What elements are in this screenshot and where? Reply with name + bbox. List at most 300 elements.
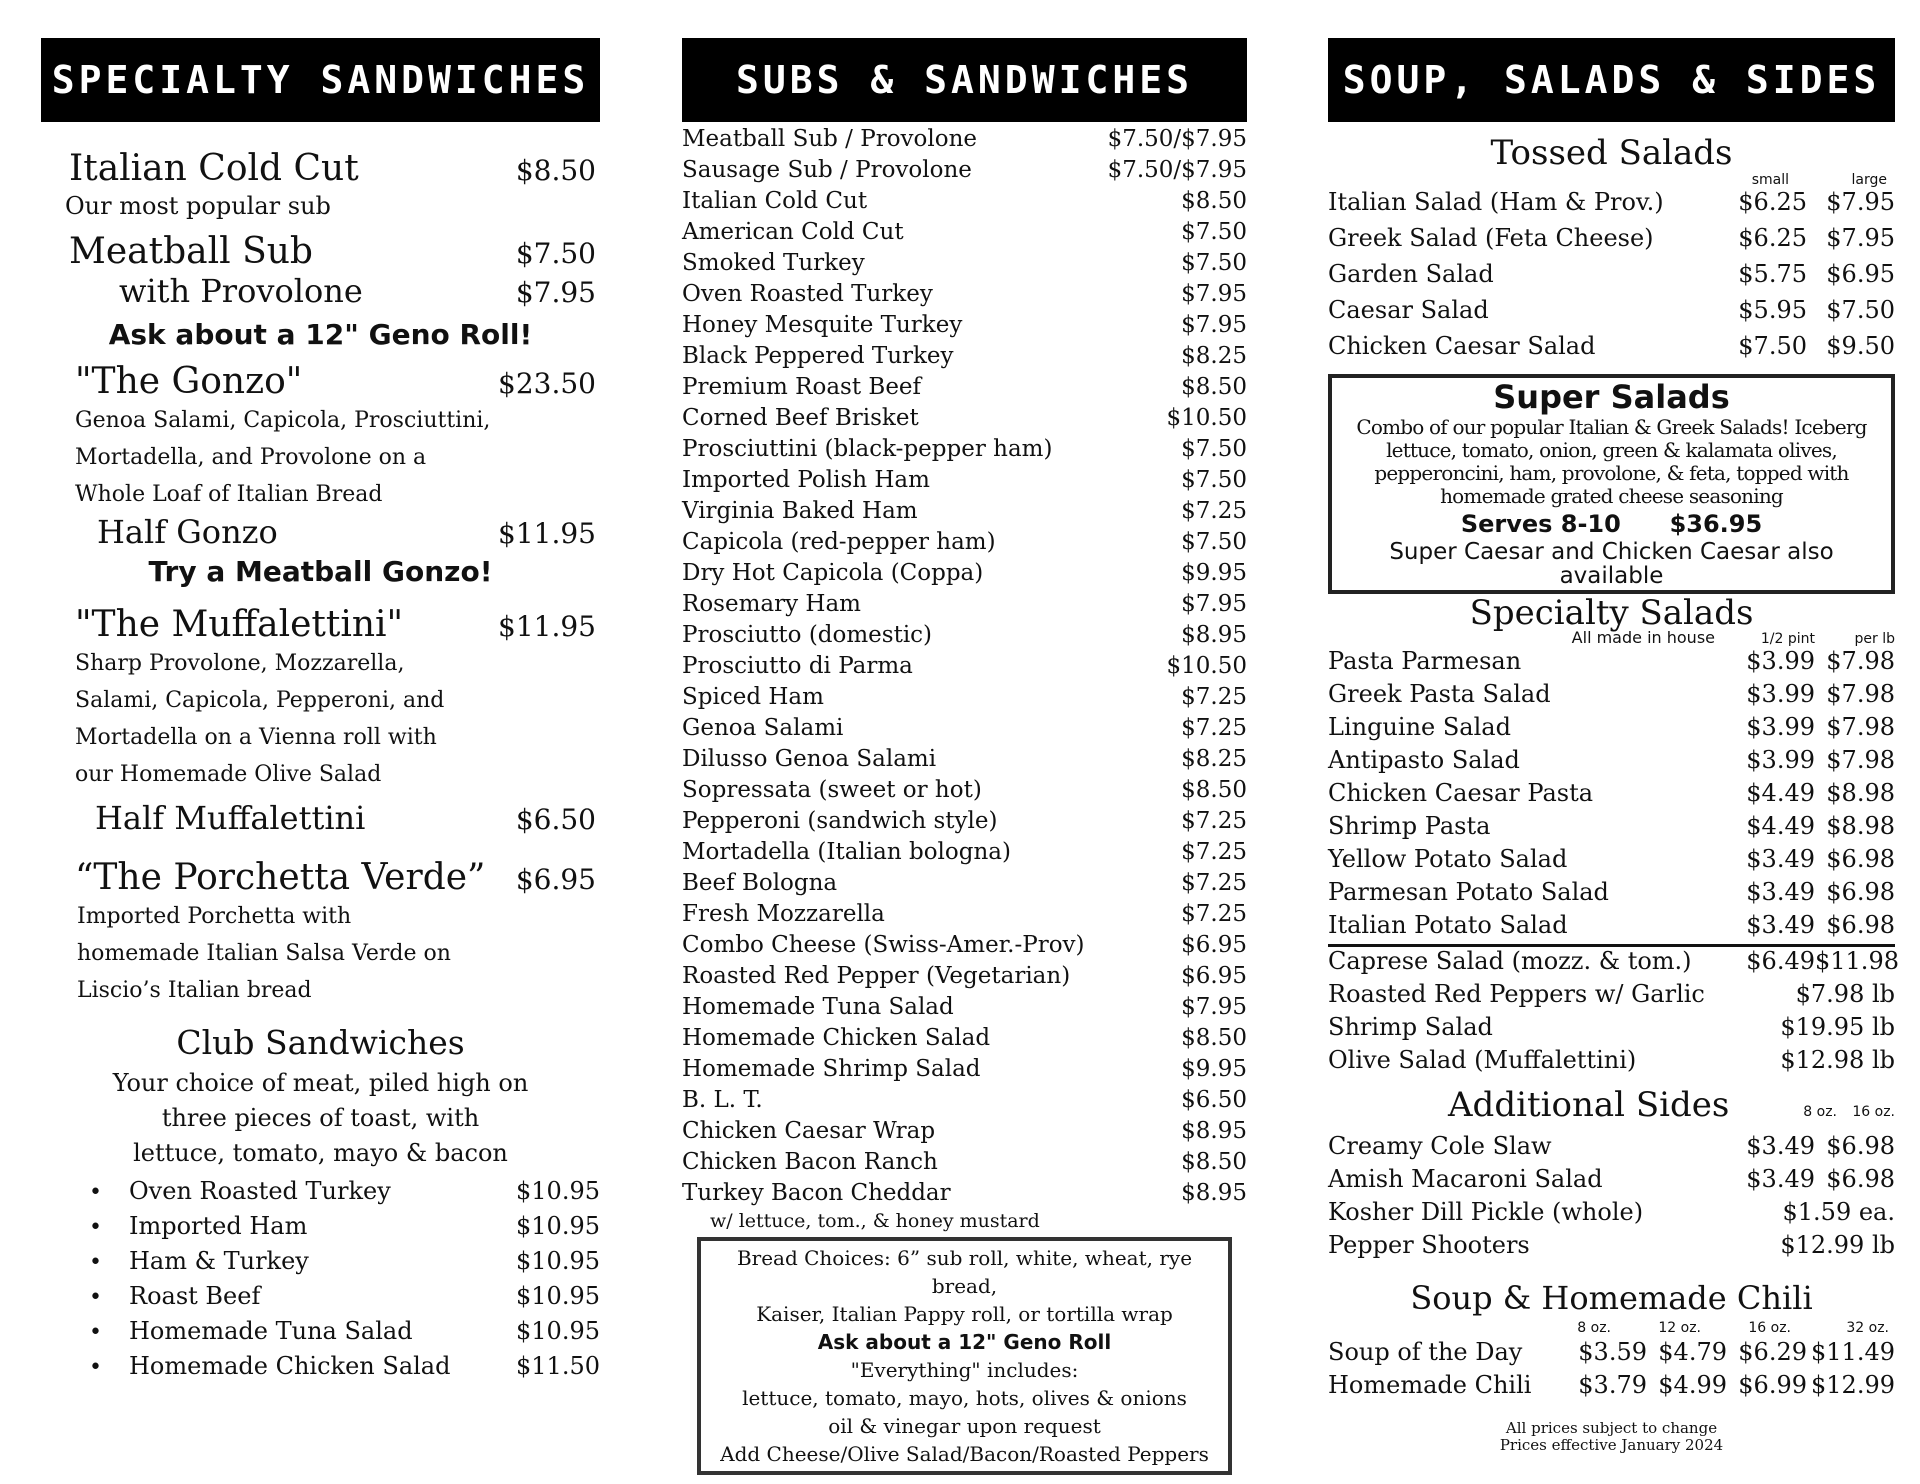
item-price-per-lb: $11.98: [1815, 947, 1899, 975]
house-note: All made in house: [1571, 628, 1715, 647]
item-name: Chicken Bacon Ranch: [682, 1149, 938, 1175]
porchetta-description: [41, 898, 600, 1009]
description-line: our Homemade Olive Salad: [75, 762, 382, 787]
item-name: Half Gonzo: [97, 513, 278, 551]
sub-row: [682, 775, 1247, 806]
item-price: $7.95: [515, 276, 596, 309]
tossed-salad-row: [1328, 188, 1895, 224]
sub-row: [682, 713, 1247, 744]
item-price: $7.95: [1181, 994, 1247, 1020]
everything-includes: lettuce, tomato, mayo, hots, olives & onions: [742, 1386, 1187, 1410]
super-salads-serves: [1336, 508, 1887, 540]
item-price: $11.95: [498, 517, 596, 550]
size-label: 1/2 pint: [1760, 631, 1815, 647]
specialty-sandwiches-banner: SPECIALTY SANDWICHES: [41, 38, 600, 122]
sub-row: [682, 496, 1247, 527]
item-name: Beef Bologna: [682, 870, 838, 896]
specialty-salad-row: [1328, 713, 1895, 746]
item-price: $11.49: [1811, 1338, 1895, 1366]
item-price-per-lb: $7.98: [1826, 647, 1895, 675]
super-salads-description: Combo of our popular Italian & Greek Salads! Iceberg lettuce, tomato, onion, green & kalamata olives, pepperoncini, ham, provolone, & feta, topped with homemade grated cheese seasoning: [1356, 415, 1867, 508]
soup-row: [1328, 1371, 1895, 1404]
item-name: Italian Salad (Ham & Prov.): [1328, 188, 1664, 216]
super-salads-price: $36.95: [1669, 510, 1763, 538]
sub-row: [682, 961, 1247, 992]
size-label: 8 oz.: [1803, 1104, 1837, 1120]
size-label: 16 oz.: [1852, 1104, 1895, 1120]
specialty-salads-title: Specialty Salads: [1469, 593, 1754, 633]
item-name: Kosher Dill Pickle (whole): [1328, 1198, 1644, 1226]
item-price: $8.25: [1181, 746, 1247, 772]
item-name: Prosciutto (domestic): [682, 622, 933, 648]
item-name: Mortadella (Italian bologna): [682, 839, 1011, 865]
item-price: $7.25: [1181, 901, 1247, 927]
sub-row: [682, 837, 1247, 868]
sub-row: [682, 124, 1247, 155]
item-name: Spiced Ham: [682, 684, 824, 710]
item-name: Sausage Sub / Provolone: [682, 157, 972, 183]
item-price: $7.50: [1181, 467, 1247, 493]
item-name: Sopressata (sweet or hot): [682, 777, 982, 803]
item-price-half-pint: $3.99: [1746, 647, 1815, 675]
sub-row: [682, 155, 1247, 186]
sub-row: [682, 186, 1247, 217]
item-name: Capicola (red-pepper ham): [682, 529, 996, 555]
item-name: Oven Roasted Turkey: [682, 281, 933, 307]
tossed-salads-title: Tossed Salads: [1490, 133, 1733, 173]
item-price: $10.95: [516, 1317, 600, 1345]
item-price-per-lb: $8.98: [1826, 779, 1895, 807]
specialty-size-header: [1328, 630, 1895, 647]
sub-row: [682, 868, 1247, 899]
item-price: $8.50: [1181, 188, 1247, 214]
item-price-8oz: $3.49: [1746, 1132, 1815, 1160]
size-label: large: [1851, 172, 1887, 188]
description-line: Mortadella on a Vienna roll with: [75, 725, 437, 750]
meatball-sub-item: [41, 231, 600, 272]
additional-side-row: [1328, 1132, 1895, 1165]
super-salads-also: Super Caesar and Chicken Caesar also available: [1389, 539, 1834, 589]
specialty-extra-row: [1328, 980, 1895, 1013]
item-name: Oven Roasted Turkey: [129, 1177, 391, 1205]
gonzo-item: [41, 361, 600, 402]
item-price: $12.99 lb: [1780, 1231, 1895, 1259]
tossed-salad-row: [1328, 296, 1895, 332]
sub-row: [682, 248, 1247, 279]
item-price: $7.50: [1181, 219, 1247, 245]
item-name: Prosciutto di Parma: [682, 653, 913, 679]
item-name: Homemade Tuna Salad: [682, 994, 954, 1020]
item-price: $4.99: [1658, 1371, 1727, 1399]
item-name: "The Gonzo": [75, 361, 303, 402]
sub-row: [682, 682, 1247, 713]
club-sandwiches-title: Club Sandwiches: [176, 1023, 465, 1062]
meatball-provolone-item: [41, 272, 600, 310]
sub-row: [682, 806, 1247, 837]
specialty-extra-row: [1328, 1013, 1895, 1046]
soup-size-header: [1328, 1318, 1895, 1338]
footer-line: Prices effective January 2024: [1499, 1436, 1724, 1454]
item-name: Imported Ham: [129, 1212, 308, 1240]
item-price: $7.50: [1181, 529, 1247, 555]
sub-row: [682, 620, 1247, 651]
list-item: [41, 1352, 600, 1387]
soup-chili-title: Soup & Homemade Chili: [1410, 1279, 1813, 1317]
item-price-small: $5.95: [1738, 296, 1807, 324]
item-price: $7.50: [515, 237, 596, 270]
description-line: Mortadella, and Provolone on a: [75, 445, 427, 470]
sub-row: [682, 217, 1247, 248]
bullet-icon: •: [89, 1285, 102, 1310]
item-price: $8.25: [1181, 343, 1247, 369]
item-name: Meatball Sub / Provolone: [682, 126, 978, 152]
muffalettini-description: [41, 645, 600, 793]
item-name: Dilusso Genoa Salami: [682, 746, 937, 772]
item-name: Caesar Salad: [1328, 296, 1489, 324]
item-price-half-pint: $3.99: [1746, 746, 1815, 774]
item-price: $6.99: [1738, 1371, 1807, 1399]
item-price-half-pint: $4.49: [1746, 779, 1815, 807]
item-name: Honey Mesquite Turkey: [682, 312, 963, 338]
item-name: Yellow Potato Salad: [1328, 845, 1568, 873]
sub-row: [682, 403, 1247, 434]
item-price: $9.95: [1181, 560, 1247, 586]
item-name: Fresh Mozzarella: [682, 901, 885, 927]
item-name: Roasted Red Pepper (Vegetarian): [682, 963, 1071, 989]
tossed-salad-row: [1328, 260, 1895, 296]
item-price: $7.25: [1181, 839, 1247, 865]
description-line: Whole Loaf of Italian Bread: [75, 482, 383, 507]
item-price: $3.79: [1578, 1371, 1647, 1399]
item-name: Genoa Salami: [682, 715, 844, 741]
item-price-16oz: $6.98: [1826, 1132, 1895, 1160]
tossed-salad-row: [1328, 332, 1895, 368]
item-price-per-lb: $7.98: [1826, 680, 1895, 708]
italian-cold-cut-item: [41, 148, 600, 189]
muffalettini-item: [41, 604, 600, 645]
item-price-small: $7.50: [1738, 332, 1807, 360]
list-item: [41, 1247, 600, 1282]
item-price-per-lb: $8.98: [1826, 812, 1895, 840]
specialty-salad-row: [1328, 845, 1895, 878]
item-name: Premium Roast Beef: [682, 374, 922, 400]
item-name: Shrimp Salad: [1328, 1013, 1493, 1041]
additional-sides-list: [1328, 1132, 1895, 1264]
specialty-extras-list: [1328, 947, 1899, 1079]
sub-row: [682, 341, 1247, 372]
item-price: $12.99: [1811, 1371, 1895, 1399]
club-list: [41, 1177, 600, 1387]
tossed-salad-row: [1328, 224, 1895, 260]
half-muffalettini-item: [41, 799, 600, 837]
list-item: [41, 1212, 600, 1247]
specialty-salad-row: [1328, 680, 1895, 713]
item-price-small: $5.75: [1738, 260, 1807, 288]
description-line: Imported Porchetta with: [77, 904, 352, 929]
sub-row: [682, 1147, 1247, 1178]
item-name: Ham & Turkey: [129, 1247, 309, 1275]
item-name: Parmesan Potato Salad: [1328, 878, 1609, 906]
item-price: $6.95: [515, 863, 596, 896]
item-price: $7.25: [1181, 498, 1247, 524]
specialty-salads-list: [1328, 647, 1895, 944]
bullet-icon: •: [89, 1250, 102, 1275]
item-name: Soup of the Day: [1328, 1338, 1523, 1366]
item-price-16oz: $6.98: [1826, 1165, 1895, 1193]
item-name: Homemade Shrimp Salad: [682, 1056, 981, 1082]
item-price-per-lb: $6.98: [1826, 845, 1895, 873]
sub-row: [682, 1023, 1247, 1054]
item-price: $7.95: [1181, 281, 1247, 307]
description-line: three pieces of toast, with: [161, 1104, 480, 1132]
item-price: $23.50: [498, 367, 596, 400]
item-price: $6.95: [1181, 932, 1247, 958]
additional-side-row: [1328, 1165, 1895, 1198]
item-name: American Cold Cut: [682, 219, 904, 245]
bullet-icon: •: [89, 1215, 102, 1240]
description-line: Genoa Salami, Capicola, Prosciuttini,: [75, 408, 491, 433]
item-price-per-lb: $6.98: [1826, 878, 1895, 906]
sub-row: [682, 465, 1247, 496]
item-price-half-pint: $3.99: [1746, 713, 1815, 741]
description-line: homemade Italian Salsa Verde on: [77, 941, 451, 966]
item-price: $6.50: [1181, 1087, 1247, 1113]
item-price-large: $7.95: [1826, 188, 1895, 216]
sub-row: [682, 527, 1247, 558]
sub-row: [682, 279, 1247, 310]
soup-salads-sides-column: [1328, 38, 1899, 1454]
club-description: [41, 1066, 600, 1171]
additional-sides-title: Additional Sides: [1448, 1085, 1730, 1125]
item-price: $4.79: [1658, 1338, 1727, 1366]
item-price: $8.95: [1181, 622, 1247, 648]
item-price-large: $7.50: [1826, 296, 1895, 324]
footer-notes: [1328, 1420, 1895, 1454]
item-price: $7.50/$7.95: [1107, 157, 1247, 183]
item-price: $7.25: [1181, 808, 1247, 834]
item-price: $7.25: [1181, 684, 1247, 710]
item-name: “The Porchetta Verde”: [75, 857, 486, 898]
super-salads-title: Super Salads: [1493, 378, 1730, 416]
item-price: $7.50: [1181, 436, 1247, 462]
item-price: $7.98 lb: [1795, 980, 1895, 1008]
item-name: Pasta Parmesan: [1328, 647, 1522, 675]
item-name: Pepper Shooters: [1328, 1231, 1530, 1259]
item-name: Prosciuttini (black-pepper ham): [682, 436, 1053, 462]
soup-salads-sides-banner: SOUP, SALADS & SIDES: [1328, 38, 1895, 122]
specialty-salad-row: [1328, 779, 1895, 812]
item-price-8oz: $3.49: [1746, 1165, 1815, 1193]
description-line: Salami, Capicola, Pepperoni, and: [75, 688, 445, 713]
item-name: Turkey Bacon Cheddar: [682, 1180, 951, 1206]
item-price: $10.50: [1166, 653, 1247, 679]
item-name: Amish Macaroni Salad: [1328, 1165, 1603, 1193]
item-name: Pepperoni (sandwich style): [682, 808, 998, 834]
item-name: Chicken Caesar Salad: [1328, 332, 1596, 360]
item-name: Corned Beef Brisket: [682, 405, 919, 431]
description-line: lettuce, tomato, mayo & bacon: [133, 1139, 508, 1167]
item-price: $6.95: [1181, 963, 1247, 989]
subs-list: [682, 124, 1247, 1209]
item-name: Chicken Caesar Pasta: [1328, 779, 1594, 807]
bullet-icon: •: [89, 1355, 102, 1380]
item-name: Homemade Chili: [1328, 1371, 1532, 1399]
item-price: $6.29: [1738, 1338, 1807, 1366]
item-price-small: $6.25: [1738, 188, 1807, 216]
item-name: Half Muffalettini: [95, 799, 366, 837]
size-label: 8 oz.: [1577, 1320, 1611, 1336]
item-price: $10.50: [1166, 405, 1247, 431]
tossed-salads-list: [1328, 188, 1895, 368]
item-name: Black Peppered Turkey: [682, 343, 954, 369]
item-price: $19.95 lb: [1780, 1013, 1895, 1041]
item-name: Shrimp Pasta: [1328, 812, 1491, 840]
item-name: Garden Salad: [1328, 260, 1494, 288]
soup-row: [1328, 1338, 1895, 1371]
size-label: 12 oz.: [1658, 1320, 1701, 1336]
sub-row: [682, 1085, 1247, 1116]
list-item: [41, 1282, 600, 1317]
sub-row: [682, 1116, 1247, 1147]
item-price-half-pint: $3.99: [1746, 680, 1815, 708]
item-name: Smoked Turkey: [682, 250, 865, 276]
item-name: "The Muffalettini": [75, 604, 404, 645]
item-name: Homemade Tuna Salad: [129, 1317, 413, 1345]
item-name: Virginia Baked Ham: [682, 498, 918, 524]
sub-row: [682, 310, 1247, 341]
item-price-half-pint: $3.49: [1746, 878, 1815, 906]
item-price-per-lb: $6.98: [1826, 911, 1895, 939]
sub-row: [682, 744, 1247, 775]
footer-line: All prices subject to change: [1505, 1419, 1718, 1437]
item-price: $12.98 lb: [1780, 1046, 1895, 1074]
super-salads-box: [1328, 374, 1895, 594]
geno-roll-note: Ask about a 12" Geno Roll: [817, 1330, 1112, 1354]
item-name: Combo Cheese (Swiss-Amer.-Prov): [682, 932, 1085, 958]
size-label: 16 oz.: [1748, 1320, 1791, 1336]
item-price: $8.50: [1181, 374, 1247, 400]
item-price: $8.50: [515, 154, 596, 187]
item-price: $10.95: [516, 1177, 600, 1205]
sub-row: [682, 1054, 1247, 1085]
size-label: 32 oz.: [1846, 1320, 1889, 1336]
item-name: Roasted Red Peppers w/ Garlic: [1328, 980, 1705, 1008]
item-price-half-pint: $6.49: [1746, 947, 1815, 975]
porchetta-verde-item: [41, 857, 600, 898]
serves-text: Serves 8-10: [1460, 510, 1621, 538]
specialty-salad-row: [1328, 878, 1895, 911]
item-price-half-pint: $4.49: [1746, 812, 1815, 840]
item-name: Olive Salad (Muffalettini): [1328, 1046, 1637, 1074]
item-price: $8.50: [1181, 1025, 1247, 1051]
item-name: Italian Potato Salad: [1328, 911, 1568, 939]
item-name: Roast Beef: [129, 1282, 261, 1310]
description-line: Sharp Provolone, Mozzarella,: [75, 651, 405, 676]
item-name: Meatball Sub: [69, 231, 313, 272]
item-price-large: $7.95: [1826, 224, 1895, 252]
specialty-extra-row: [1328, 1046, 1895, 1079]
item-price: $8.95: [1181, 1118, 1247, 1144]
item-price: $8.50: [1181, 1149, 1247, 1175]
item-price-per-lb: $7.98: [1826, 746, 1895, 774]
specialty-salad-row: [1328, 647, 1895, 680]
item-price: $10.95: [516, 1247, 600, 1275]
sub-row: [682, 992, 1247, 1023]
meatball-gonzo-callout: Try a Meatball Gonzo!: [148, 555, 493, 588]
item-description: Our most popular sub: [65, 192, 331, 220]
bullet-icon: •: [89, 1320, 102, 1345]
item-price-half-pint: $3.49: [1746, 911, 1815, 939]
oil-vinegar-note: oil & vinegar upon request: [828, 1414, 1101, 1438]
sub-row: [682, 899, 1247, 930]
item-name: Chicken Caesar Wrap: [682, 1118, 936, 1144]
item-price: $11.50: [516, 1352, 600, 1380]
item-price: $10.95: [516, 1282, 600, 1310]
item-price: $10.95: [516, 1212, 600, 1240]
item-price-large: $9.50: [1826, 332, 1895, 360]
subs-sandwiches-column: [682, 38, 1247, 1475]
item-price: $7.50/$7.95: [1107, 126, 1247, 152]
addons-note: Add Cheese/Olive Salad/Bacon/Roasted Peppers: [720, 1442, 1209, 1466]
item-price: $6.50: [515, 803, 596, 836]
item-name: Linguine Salad: [1328, 713, 1511, 741]
additional-sides-header: [1328, 1085, 1895, 1132]
list-item: [41, 1317, 600, 1352]
item-price: $3.59: [1578, 1338, 1647, 1366]
item-name: Greek Pasta Salad: [1328, 680, 1551, 708]
bullet-icon: •: [89, 1180, 102, 1205]
half-gonzo-item: [41, 513, 600, 551]
item-name: Homemade Chicken Salad: [129, 1352, 451, 1380]
sub-row: [682, 372, 1247, 403]
description-line: Liscio’s Italian bread: [77, 978, 312, 1003]
item-name: Rosemary Ham: [682, 591, 861, 617]
sub-row: [682, 434, 1247, 465]
item-price: $7.25: [1181, 870, 1247, 896]
gonzo-description: [41, 402, 600, 513]
additional-side-row: [1328, 1198, 1895, 1231]
item-price-small: $6.25: [1738, 224, 1807, 252]
specialty-sandwiches-column: [41, 38, 600, 1387]
sub-row: [682, 1178, 1247, 1209]
item-name: Italian Cold Cut: [69, 148, 359, 189]
specialty-salad-row: [1328, 911, 1895, 944]
bread-choices-line: Bread Choices: 6” sub roll, white, wheat, rye bread,: [736, 1246, 1193, 1298]
everything-heading: "Everything" includes:: [850, 1358, 1079, 1382]
item-price: $8.50: [1181, 777, 1247, 803]
bread-choices-line: Kaiser, Italian Pappy roll, or tortilla wrap: [756, 1302, 1173, 1326]
geno-roll-callout: Ask about a 12" Geno Roll!: [108, 318, 533, 351]
specialty-salad-row: [1328, 812, 1895, 845]
item-name: Creamy Cole Slaw: [1328, 1132, 1552, 1160]
item-name: B. L. T.: [682, 1087, 763, 1113]
item-price-large: $6.95: [1826, 260, 1895, 288]
sub-row: [682, 651, 1247, 682]
soup-list: [1328, 1338, 1895, 1404]
item-name: Dry Hot Capicola (Coppa): [682, 560, 984, 586]
item-price: $9.95: [1181, 1056, 1247, 1082]
item-price: $7.25: [1181, 715, 1247, 741]
specialty-extra-row: [1328, 947, 1899, 980]
additional-side-row: [1328, 1231, 1895, 1264]
size-label: small: [1751, 172, 1789, 188]
bread-choices-box: [697, 1237, 1232, 1475]
tossed-size-header: [1328, 172, 1895, 188]
item-name: Greek Salad (Feta Cheese): [1328, 224, 1654, 252]
subs-sandwiches-banner: SUBS & SANDWICHES: [682, 38, 1247, 122]
item-name: Caprese Salad (mozz. & tom.): [1328, 947, 1692, 975]
item-name: Antipasto Salad: [1328, 746, 1520, 774]
